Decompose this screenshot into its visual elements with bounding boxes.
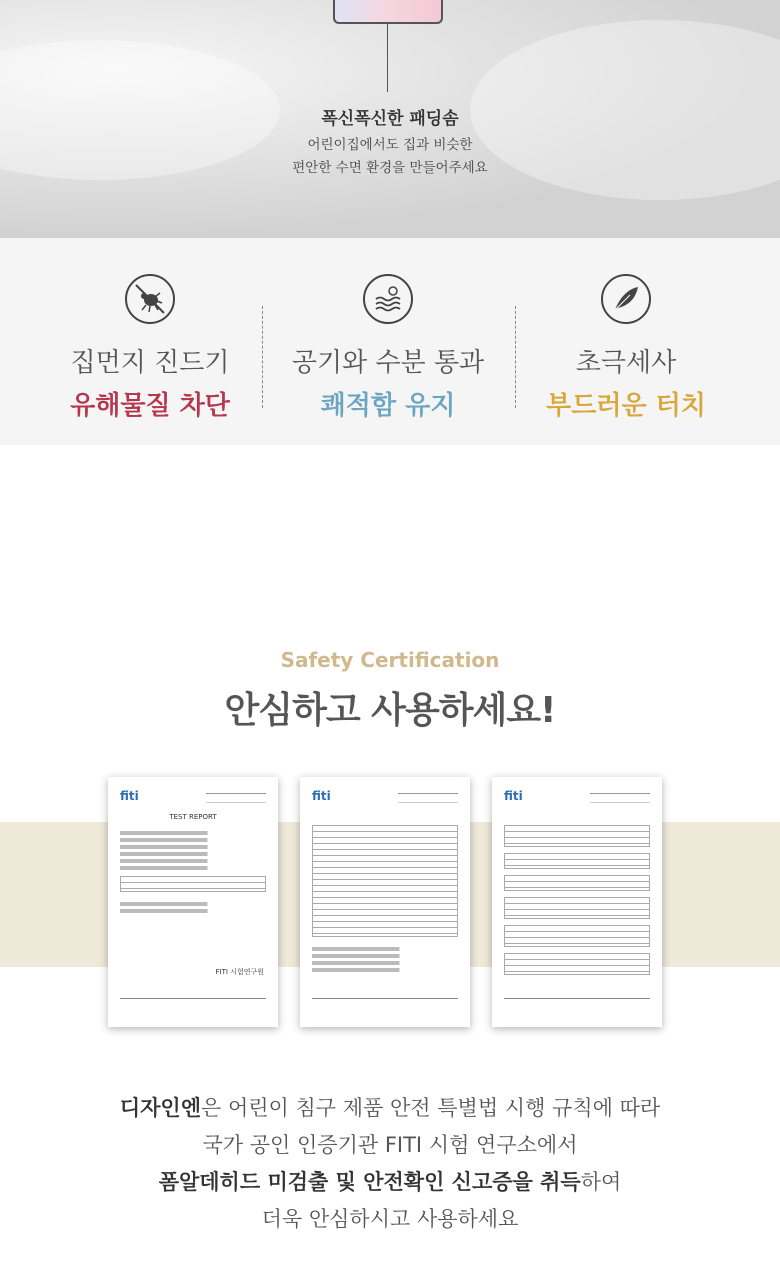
desc-line	[0, 1164, 780, 1201]
certification-subtitle: Safety Certification	[280, 648, 500, 672]
desc-text: 은 어린이 침구 제품 안전 특별법 시행 규칙에 따라	[201, 1096, 661, 1120]
feature-microfiber	[496, 274, 756, 422]
doc-header	[398, 793, 458, 803]
feature-line1: 집먼지 진드기	[70, 348, 230, 378]
desc-text: 하여	[580, 1170, 622, 1194]
feature-dust-mite	[20, 274, 280, 422]
desc-line: 국가 공인 인증기관 FITI 시험 연구소에서	[202, 1133, 578, 1157]
feather-icon	[601, 274, 651, 324]
certification-title: 안심하고 사용하세요!	[224, 690, 556, 731]
hero-description	[0, 134, 780, 180]
fiti-logo: fiti	[312, 789, 331, 803]
feature-line1: 공기와 수분 통과	[291, 348, 485, 378]
doc-table	[504, 925, 650, 947]
fiti-logo: fiti	[504, 789, 523, 803]
fiti-logo: fiti	[120, 789, 139, 803]
certification-description	[0, 1090, 780, 1238]
doc-header	[590, 793, 650, 803]
feature-line2: 부드러운 터치	[546, 391, 706, 421]
doc-table	[504, 875, 650, 891]
feature-air-moisture	[258, 274, 518, 422]
desc-line	[0, 1090, 780, 1127]
doc-table	[120, 876, 266, 892]
doc-footer	[312, 998, 458, 1015]
doc-footer	[120, 998, 266, 1015]
certificate-document	[300, 777, 470, 1027]
brand-name: 디자인엔	[119, 1096, 202, 1120]
features-section	[0, 238, 780, 445]
doc-lab-name: FITI 시험연구원	[215, 968, 264, 976]
certificate-document	[492, 777, 662, 1027]
desc-line: 더욱 안심하시고 사용하세요	[261, 1207, 519, 1231]
callout-line	[387, 22, 388, 92]
doc-table	[504, 853, 650, 869]
doc-table	[504, 897, 650, 919]
hero-desc-line: 편안한 수면 환경을 만들어주세요	[292, 160, 488, 176]
doc-rows	[120, 902, 266, 913]
doc-rows	[120, 831, 266, 870]
air-moisture-icon	[363, 274, 413, 324]
feature-line2: 쾌적함 유지	[320, 391, 456, 421]
doc-rows	[312, 947, 458, 972]
hero-title: 폭신폭신한 패딩솜	[321, 109, 459, 129]
doc-table	[312, 825, 458, 937]
doc-footer	[504, 998, 650, 1015]
doc-header	[206, 793, 266, 803]
product-thumbnail	[333, 0, 443, 24]
certificate-document	[108, 777, 278, 1027]
feature-line2: 유해물질 차단	[70, 391, 230, 421]
doc-table	[504, 825, 650, 847]
doc-heading: TEST REPORT	[169, 813, 217, 821]
doc-table	[504, 953, 650, 975]
hero-section	[0, 0, 780, 238]
desc-bold: 폼알데히드 미검출 및 안전확인 신고증을 취득	[158, 1170, 581, 1194]
hero-desc-line: 어린이집에서도 집과 비슷한	[307, 137, 473, 153]
no-dust-mite-icon	[125, 274, 175, 324]
feature-line1: 초극세사	[575, 348, 677, 378]
